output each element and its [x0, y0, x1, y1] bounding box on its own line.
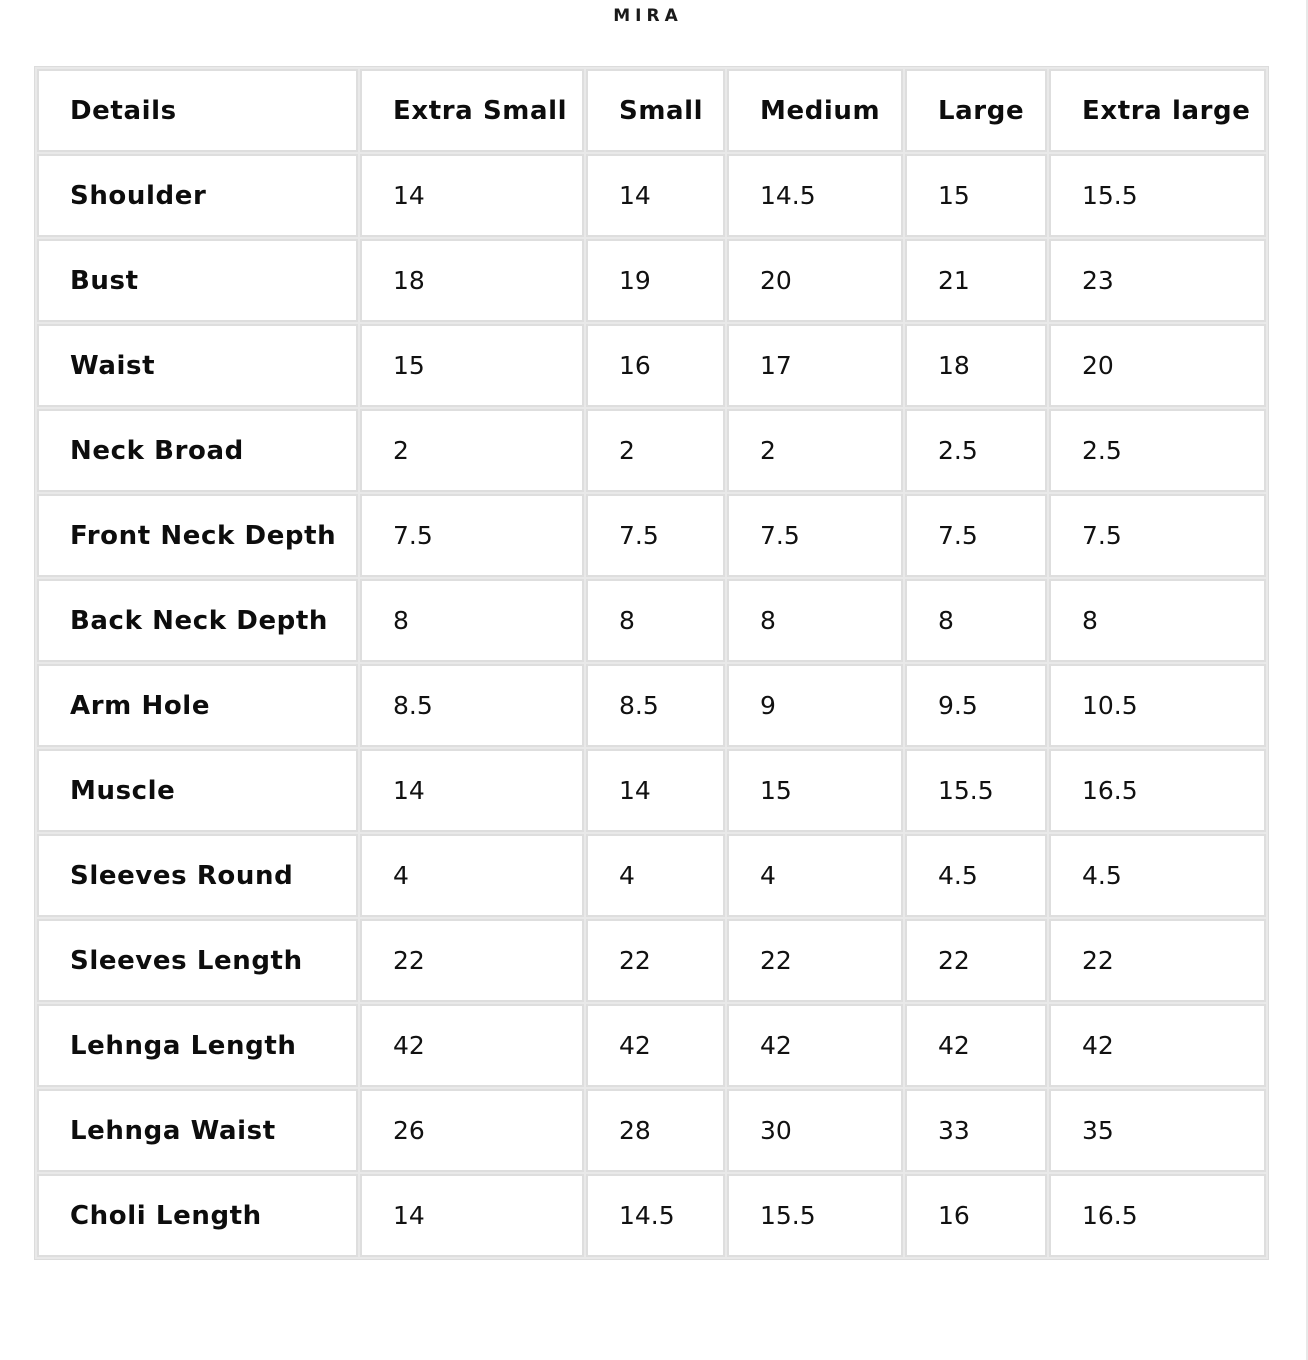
table-cell: 8.5	[586, 664, 725, 747]
table-row	[37, 154, 1266, 237]
table-cell: 4.5	[905, 834, 1047, 917]
table-row	[37, 239, 1266, 322]
row-label: Front Neck Depth	[37, 494, 358, 577]
header-medium: Medium	[727, 69, 903, 152]
row-label: Bust	[37, 239, 358, 322]
table-cell: 42	[360, 1004, 584, 1087]
row-label: Sleeves Length	[37, 919, 358, 1002]
row-label: Choli Length	[37, 1174, 358, 1257]
header-details: Details	[37, 69, 358, 152]
table-row	[37, 324, 1266, 407]
table-cell: 26	[360, 1089, 584, 1172]
header-small: Small	[586, 69, 725, 152]
header-large: Large	[905, 69, 1047, 152]
row-label: Lehnga Waist	[37, 1089, 358, 1172]
table-cell: 42	[1049, 1004, 1266, 1087]
table-cell: 14	[360, 749, 584, 832]
table-cell: 17	[727, 324, 903, 407]
table-row	[37, 494, 1266, 577]
table-cell: 16	[586, 324, 725, 407]
table-cell: 14	[586, 749, 725, 832]
table-cell: 7.5	[1049, 494, 1266, 577]
table-cell: 42	[727, 1004, 903, 1087]
table-cell: 21	[905, 239, 1047, 322]
table-cell: 2.5	[905, 409, 1047, 492]
table-cell: 8.5	[360, 664, 584, 747]
size-chart-table	[34, 66, 1269, 1260]
table-row	[37, 664, 1266, 747]
table-cell: 8	[1049, 579, 1266, 662]
row-label: Shoulder	[37, 154, 358, 237]
table-row	[37, 1174, 1266, 1257]
table-cell: 28	[586, 1089, 725, 1172]
table-cell: 2.5	[1049, 409, 1266, 492]
table-cell: 8	[905, 579, 1047, 662]
table-cell: 22	[1049, 919, 1266, 1002]
row-label: Back Neck Depth	[37, 579, 358, 662]
brand-title: MIRA	[613, 6, 683, 26]
row-label: Neck Broad	[37, 409, 358, 492]
table-cell: 16	[905, 1174, 1047, 1257]
table-cell: 30	[727, 1089, 903, 1172]
table-row	[37, 834, 1266, 917]
table-cell: 23	[1049, 239, 1266, 322]
header-extra-small: Extra Small	[360, 69, 584, 152]
table-row	[37, 409, 1266, 492]
table-cell: 4	[360, 834, 584, 917]
table-row	[37, 919, 1266, 1002]
table-cell: 22	[727, 919, 903, 1002]
table-cell: 8	[727, 579, 903, 662]
table-cell: 42	[586, 1004, 725, 1087]
table-cell: 18	[905, 324, 1047, 407]
table-cell: 42	[905, 1004, 1047, 1087]
table-cell: 8	[360, 579, 584, 662]
table-cell: 2	[586, 409, 725, 492]
table-cell: 15.5	[727, 1174, 903, 1257]
table-cell: 22	[586, 919, 725, 1002]
table-cell: 10.5	[1049, 664, 1266, 747]
table-cell: 15	[905, 154, 1047, 237]
table-cell: 22	[905, 919, 1047, 1002]
table-row	[37, 749, 1266, 832]
table-cell: 7.5	[586, 494, 725, 577]
table-cell: 20	[1049, 324, 1266, 407]
table-cell: 7.5	[360, 494, 584, 577]
table-row	[37, 1089, 1266, 1172]
table-cell: 20	[727, 239, 903, 322]
table-header-row	[37, 69, 1266, 152]
table-cell: 18	[360, 239, 584, 322]
table-cell: 15.5	[905, 749, 1047, 832]
table-cell: 7.5	[905, 494, 1047, 577]
table-cell: 19	[586, 239, 725, 322]
table-cell: 4	[586, 834, 725, 917]
table-cell: 16.5	[1049, 1174, 1266, 1257]
table-cell: 2	[360, 409, 584, 492]
table-cell: 14.5	[727, 154, 903, 237]
row-label: Muscle	[37, 749, 358, 832]
table-cell: 15	[727, 749, 903, 832]
table-cell: 33	[905, 1089, 1047, 1172]
table-cell: 2	[727, 409, 903, 492]
table-cell: 14	[360, 154, 584, 237]
table-cell: 35	[1049, 1089, 1266, 1172]
table-cell: 9	[727, 664, 903, 747]
table-cell: 4	[727, 834, 903, 917]
table-cell: 8	[586, 579, 725, 662]
table-cell: 15.5	[1049, 154, 1266, 237]
table-cell: 14.5	[586, 1174, 725, 1257]
row-label: Sleeves Round	[37, 834, 358, 917]
table-cell: 4.5	[1049, 834, 1266, 917]
table-row	[37, 579, 1266, 662]
table-cell: 22	[360, 919, 584, 1002]
table-row	[37, 1004, 1266, 1087]
table-cell: 14	[360, 1174, 584, 1257]
table-cell: 16.5	[1049, 749, 1266, 832]
table-cell: 9.5	[905, 664, 1047, 747]
table-cell: 14	[586, 154, 725, 237]
row-label: Arm Hole	[37, 664, 358, 747]
row-label: Lehnga Length	[37, 1004, 358, 1087]
header-extra-large: Extra large	[1049, 69, 1266, 152]
table-cell: 7.5	[727, 494, 903, 577]
row-label: Waist	[37, 324, 358, 407]
table-cell: 15	[360, 324, 584, 407]
